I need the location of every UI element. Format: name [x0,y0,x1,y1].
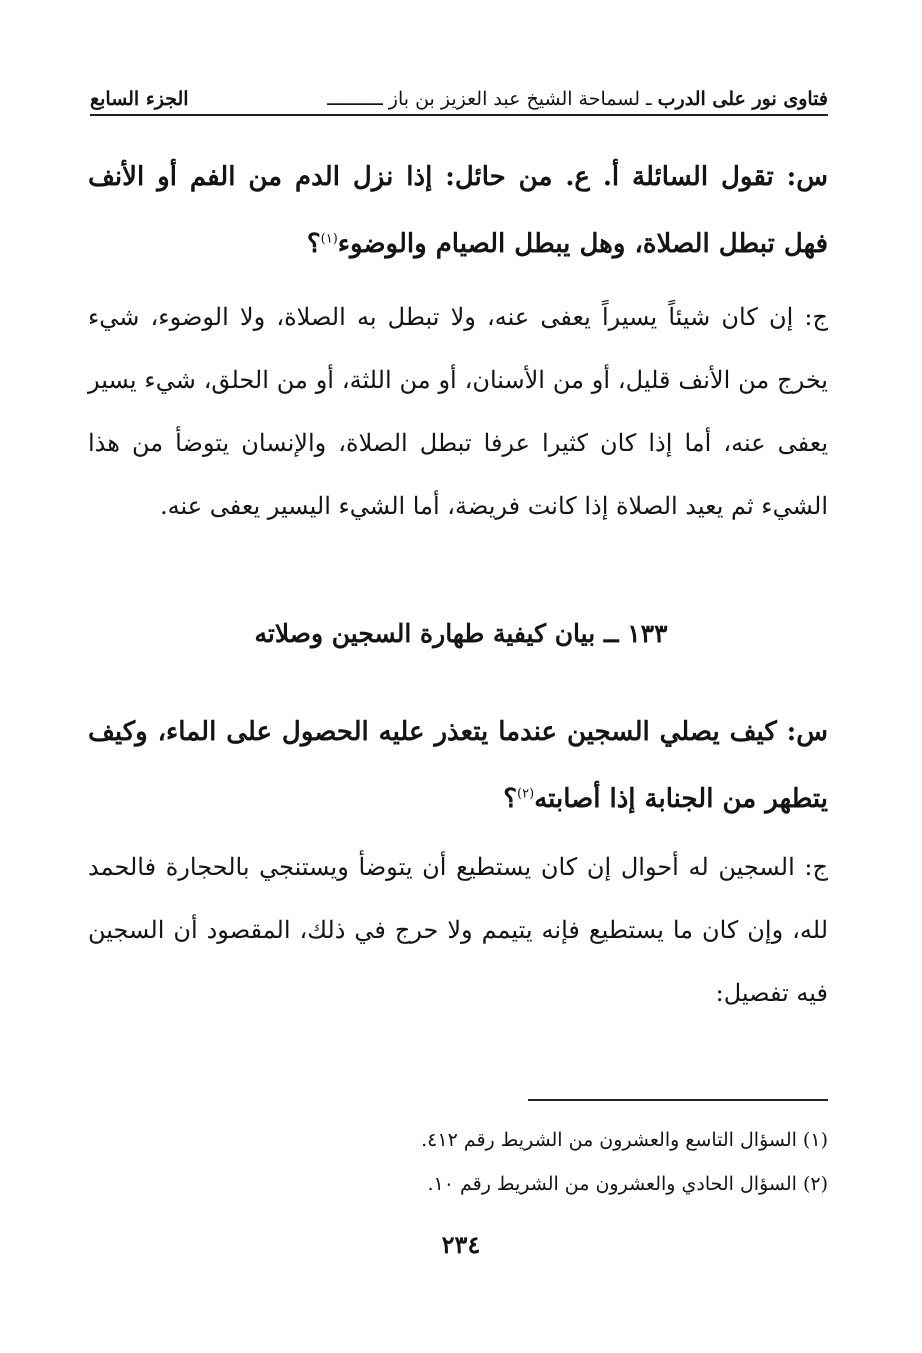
footnote-ref-2: (٢) [517,786,535,802]
question-1-end: ؟ [306,229,321,259]
footnote-ref-1: (١) [320,231,338,247]
question-2-text: س: كيف يصلي السجين عندما يتعذر عليه الحصول على الماء، وكيف يتطهر من الجنابة إذا أصابته [88,717,828,814]
question-2-end: ؟ [503,784,518,814]
footnotes [88,1118,828,1206]
answer-1: ج: إن كان شيئاً يسيراً يعفى عنه، ولا تبطل به الصلاة، ولا الوضوء، شيء يخرج من الأنف قليل، أو من الأسنان، أو من اللثة، أو من الحلق، شيء يسير يعفى عنه، أما إذا كان كثيرا عرفا تبطل الصلاة، والإنسان يتوضأ من هذا الشيء ثم يعيد الصلاة إذا كانت فريضة، أما الشيء اليسير يعفى عنه. [88,303,828,520]
answer-2: ج: السجين له أحوال إن كان يستطيع أن يتوضأ ويستنجي بالحجارة فالحمد لله، وإن كان ما يستطيع فإنه يتيمم ولا حرج في ذلك، المقصود أن السجين فيه تفصيل: [88,853,829,1007]
footnote-1: (١) السؤال التاسع والعشرون من الشريط رقم ٤١٢. [421,1129,828,1151]
question-1 [88,144,828,278]
running-header [90,80,828,116]
volume-label: الجزء السابع [90,88,189,110]
section-heading: ١٣٣ ــ بيان كيفية طهارة السجين وصلاته [254,619,668,648]
question-1-text: س: تقول السائلة أ. ع. من حائل: إذا نزل الدم من الفم أو الأنف فهل تبطل الصلاة، وهل يبطل الصيام والوضوء [88,162,828,259]
series-title: فتاوى نور على الدرب [657,88,828,110]
page-number: ٢٣٤ [441,1230,481,1259]
footnote-2: (٢) السؤال الحادي والعشرون من الشريط رقم ١٠. [427,1173,828,1195]
author-name: ـ لسماحة الشيخ عبد العزيز بن باز ــــــــــ [327,88,652,110]
question-2 [88,699,828,833]
footnote-divider [528,1099,828,1101]
header-title [327,84,828,114]
